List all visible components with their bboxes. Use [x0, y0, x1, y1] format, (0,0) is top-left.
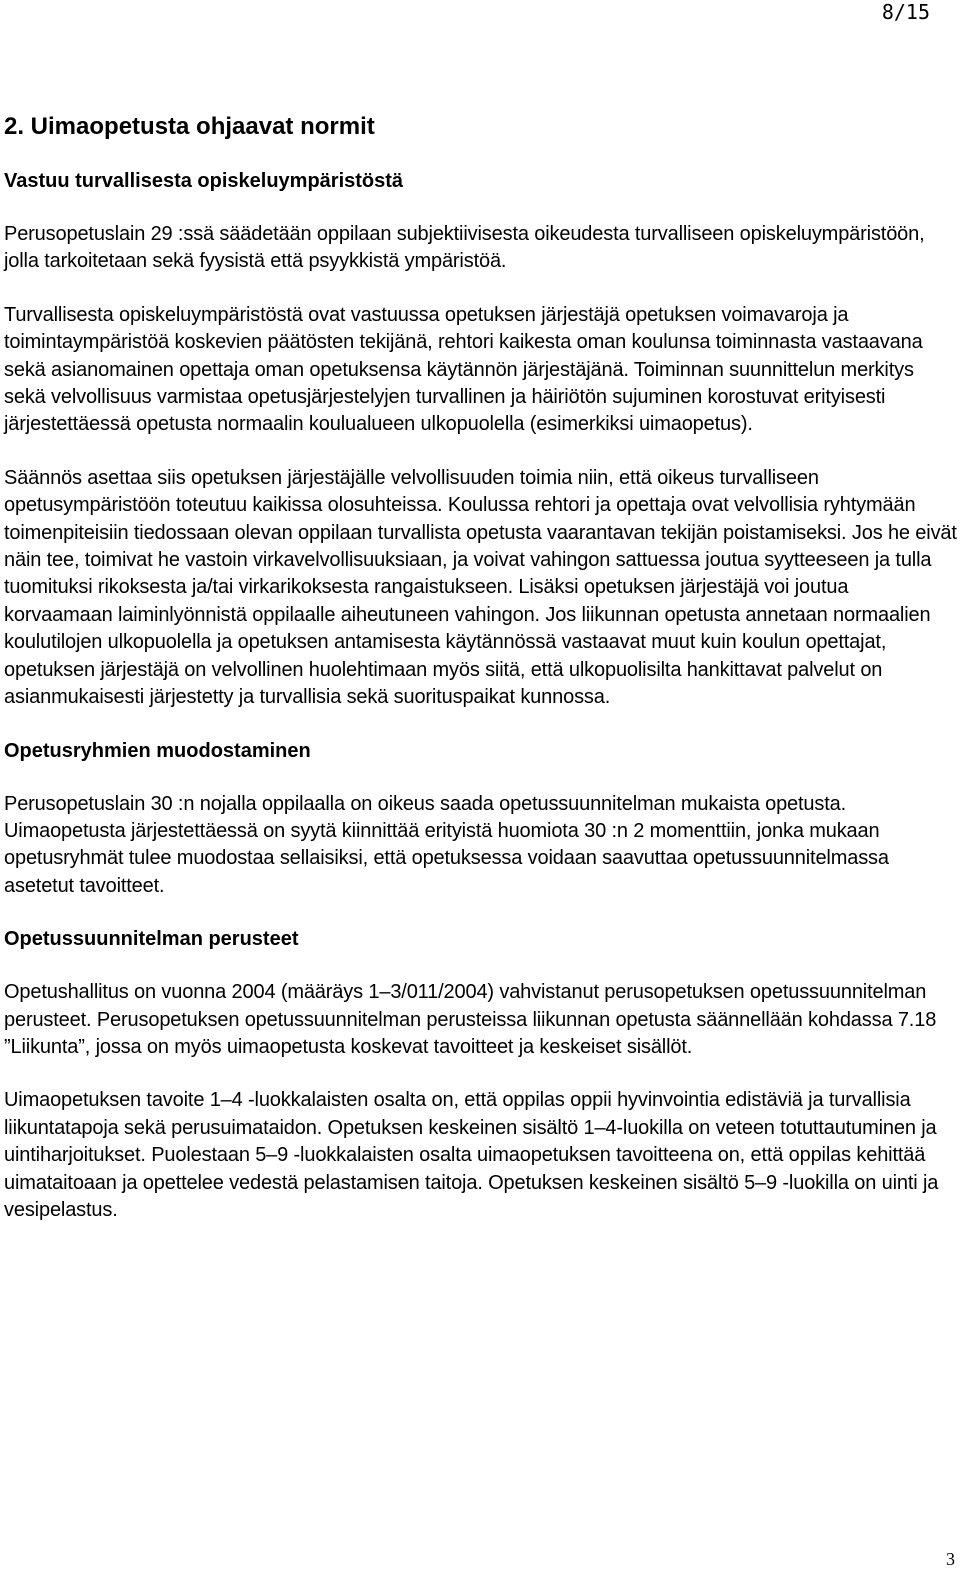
- paragraph: Uimaopetuksen tavoite 1–4 -luokkalaisten osalta on, että oppilas oppii hyvinvointia edistäviä ja turvallisia liikuntatapoja sekä perusuimataidon. Opetuksen keskeinen sisältö 1–4-luokilla on veteen totuttautuminen ja uintiharjoitukset. Puolestaan 5–9 -luokkalaisten osalta uimaopetuksen tavoitteena on, että oppilas kehittää uimataitoaan ja opettelee vedestä pelastamisen taitoja. Opetuksen keskeinen sisältö 5–9 -luokilla on uinti ja vesipelastus.: [4, 1089, 939, 1221]
- page-counter: 8/15: [881, 0, 930, 24]
- paragraph: Perusopetuslain 30 :n nojalla oppilaalla on oikeus saada opetussuunnitelman mukaista opetusta. Uimaopetusta järjestettäessä on syytä kiinnittää erityistä huomiota 30 :n 2 momenttiin, jonka mukaan opetusryhmät tulee muodostaa sellaisiksi, että opetuksessa voidaan saavuttaa opetussuunnitelmassa asetetut tavoitteet.: [4, 792, 889, 897]
- document-body: [4, 112, 958, 1224]
- paragraph: Turvallisesta opiskeluympäristöstä ovat vastuussa opetuksen järjestäjä opetuksen voimavaroja ja toimintaympäristöä koskevien päätösten tekijänä, rehtori kaikesta oman koulunsa toiminnasta vastaavana sekä asianomainen opettaja oman opetuksensa käytännön järjestäjänä. Toiminnan suunnittelun merkitys sekä velvollisuus varmistaa opetusjärjestelyjen turvallinen ja häiriötön sujuminen korostuvat erityisesti järjestettäessä opetusta normaalin koulualueen ulkopuolella (esimerkiksi uimaopetus).: [4, 303, 923, 436]
- section-heading-responsibility: Vastuu turvallisesta opiskeluympäristöstä: [4, 170, 404, 192]
- section-heading-curriculum: Opetussuunnitelman perusteet: [4, 928, 299, 951]
- chapter-title: 2. Uimaopetusta ohjaavat normit: [4, 113, 375, 140]
- page-number: 3: [946, 1549, 955, 1569]
- paragraph: Opetushallitus on vuonna 2004 (määräys 1–3/011/2004) vahvistanut perusopetuksen opetussuunnitelman perusteet. Perusopetuksen opetussuunnitelman perusteissa liikunnan opetusta säännellään kohdassa 7.18 ”Liikunta”, jossa on myös uimaopetusta koskevat tavoitteet ja keskeiset sisällöt.: [4, 981, 937, 1058]
- paragraph: Perusopetuslain 29 :ssä säädetään oppilaan subjektiivisesta oikeudesta turvalliseen opiskeluympäristöön, jolla tarkoitetaan sekä fyysistä että psyykkistä ympäristöä.: [4, 223, 925, 273]
- section-heading-teaching-groups: Opetusryhmien muodostaminen: [4, 739, 311, 762]
- paragraph: Säännös asettaa siis opetuksen järjestäjälle velvollisuuden toimia niin, että oikeus turvalliseen opetusympäristöön toteutuu kaikissa olosuhteissa. Koulussa rehtori ja opettaja ovat velvollisia ryhtymään toimenpiteisiin tiedossaan olevan oppilaan turvallista opetusta vaarantavan tekijän poistamiseksi. Jos he eivät näin tee, toimivat he vastoin virkavelvollisuuksiaan, ja voivat vahingon sattuessa joutua syytteeseen ja tulla tuomituksi rikoksesta ja/tai virkarikoksesta rangaistukseen. Lisäksi opetuksen järjestäjä voi joutua korvaamaan laiminlyönnistä oppilaalle aiheutuneen vahingon. Jos liikunnan opetusta annetaan normaalien koulutilojen ulkopuolella ja opetuksen antamisesta käytännössä vastaavat muut kuin koulun opettajat, opetuksen järjestäjä on velvollinen huolehtimaan myös siitä, että ulkopuolisilta hankittavat palvelut on asianmukaisesti järjestetty ja turvallisia sekä suorituspaikat kunnossa.: [4, 466, 957, 709]
